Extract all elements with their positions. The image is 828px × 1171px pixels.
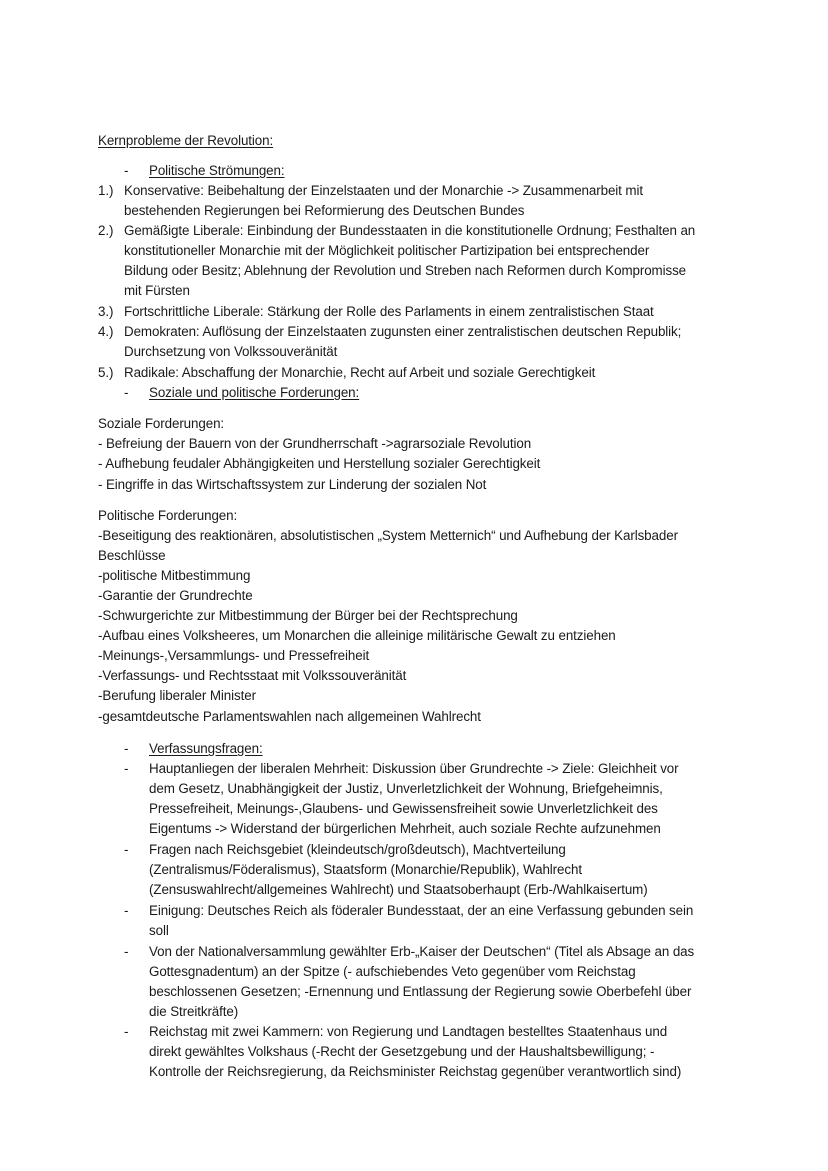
list-item-line: (Zensuswahlrecht/allgemeines Wahlrecht) und Staatsoberhaupt (Erb-/Wahlkaisertum) — [149, 882, 648, 897]
list-item-line: direkt gewähltes Volkshaus (-Recht der Gesetzgebung und der Haushaltsbewilligung; - — [149, 1044, 655, 1059]
list-item: -gesamtdeutsche Parlamentswahlen nach allgemeinen Wahlrecht — [98, 709, 481, 724]
list-item-line: Durchsetzung von Volkssouveränität — [124, 344, 338, 359]
subheading-politische-forderungen: Politische Forderungen: — [98, 508, 238, 523]
list-number: 1.) — [98, 183, 114, 198]
list-item-line: Hauptanliegen der liberalen Mehrheit: Diskussion über Grundrechte -> Ziele: Gleichheit vor — [149, 761, 679, 776]
list-item-line: beschlossenen Gesetzen; -Ernennung und Entlassung der Regierung sowie Oberbefehl über — [149, 984, 692, 999]
list-item-line: dem Gesetz, Unabhängigkeit der Justiz, Unverletzlichkeit der Wohnung, Briefgeheimnis, — [149, 781, 663, 796]
list-item-line: (Zentralismus/Föderalismus), Staatsform (Monarchie/Republik), Wahlrecht — [149, 862, 582, 877]
list-number: 5.) — [98, 365, 114, 380]
section-heading-verfassungsfragen: Verfassungsfragen: — [149, 741, 263, 756]
list-item-line: Pressefreiheit, Meinungs-,Glaubens- und Gewissensfreiheit sowie Unverletzlichkeit des — [149, 801, 658, 816]
section-heading-forderungen: Soziale und politische Forderungen: — [149, 385, 360, 400]
list-item-line: Fortschrittliche Liberale: Stärkung der Rolle des Parlaments in einem zentralistischen Staat — [124, 304, 654, 319]
list-item-line: Fragen nach Reichsgebiet (kleindeutsch/großdeutsch), Machtverteilung — [149, 842, 566, 857]
list-item: -Aufbau eines Volksheeres, um Monarchen die alleinige militärische Gewalt zu entziehen — [98, 628, 616, 643]
list-item-line: die Streitkräfte) — [149, 1004, 239, 1019]
page-title: Kernprobleme der Revolution: — [98, 133, 274, 148]
list-number: 3.) — [98, 304, 114, 319]
list-item: - Eingriffe in das Wirtschaftssystem zur Linderung der sozialen Not — [98, 477, 487, 492]
list-bullet: - — [124, 903, 129, 918]
list-item-line: Gemäßigte Liberale: Einbindung der Bundesstaaten in die konstitutionelle Ordnung; Festhalten an — [124, 223, 696, 238]
list-item: - Aufhebung feudaler Abhängigkeiten und Herstellung sozialer Gerechtigkeit — [98, 456, 541, 471]
list-item-line: Gottesgnadentum) an der Spitze (- aufschiebendes Veto gegenüber vom Reichstag — [149, 964, 636, 979]
subheading-soziale-forderungen: Soziale Forderungen: — [98, 416, 225, 431]
list-item-line: Einigung: Deutsches Reich als föderaler Bundesstaat, der an eine Verfassung gebunden sein — [149, 903, 694, 918]
list-bullet: - — [124, 944, 129, 959]
list-item-line: Reichstag mit zwei Kammern: von Regierung und Landtagen bestelltes Staatenhaus und — [149, 1024, 668, 1039]
list-item: -Schwurgerichte zur Mitbestimmung der Bürger bei der Rechtsprechung — [98, 608, 518, 623]
list-item-line: bestehenden Regierungen bei Reformierung des Deutschen Bundes — [124, 203, 525, 218]
list-item: -Berufung liberaler Minister — [98, 688, 256, 703]
list-item: -Garantie der Grundrechte — [98, 588, 253, 603]
list-item-line: Eigentums -> Widerstand der bürgerlichen Mehrheit, auch soziale Rechte aufzunehmen — [149, 821, 661, 836]
list-bullet: - — [124, 842, 129, 857]
list-item: - Befreiung der Bauern von der Grundherrschaft ->agrarsoziale Revolution — [98, 436, 532, 451]
section-heading-stroemungen: Politische Strömungen: — [149, 163, 285, 178]
list-item-line: Bildung oder Besitz; Ablehnung der Revolution und Streben nach Reformen durch Kompromisse — [124, 263, 687, 278]
list-bullet: - — [124, 1024, 129, 1039]
list-number: 2.) — [98, 223, 114, 238]
list-item-line: Demokraten: Auflösung der Einzelstaaten zugunsten einer zentralistischen deutschen Republik; — [124, 324, 682, 339]
list-item-line: konstitutioneller Monarchie mit der Möglichkeit politischer Partizipation bei entsprechender — [124, 243, 650, 258]
list-item-line: mit Fürsten — [124, 283, 190, 298]
list-item-line: Radikale: Abschaffung der Monarchie, Recht auf Arbeit und soziale Gerechtigkeit — [124, 365, 596, 380]
list-item-line: Von der Nationalversammlung gewählter Erb-„Kaiser der Deutschen“ (Titel als Absage an das — [149, 944, 695, 959]
list-item: -Meinungs-,Versammlungs- und Pressefreiheit — [98, 648, 370, 663]
list-item: Beschlüsse — [98, 548, 166, 563]
list-item: -Beseitigung des reaktionären, absolutistischen „System Metternich“ und Aufhebung der Karlsbader — [98, 528, 678, 543]
list-item-line: Kontrolle der Reichsregierung, da Reichsminister Reichstag gegenüber verantwortlich sind) — [149, 1064, 682, 1079]
list-item: -Verfassungs- und Rechtsstaat mit Volkssouveränität — [98, 668, 407, 683]
list-number: 4.) — [98, 324, 114, 339]
list-item-line: soll — [149, 923, 169, 938]
list-item-line: Konservative: Beibehaltung der Einzelstaaten und der Monarchie -> Zusammenarbeit mit — [124, 183, 643, 198]
list-bullet: - — [124, 761, 129, 776]
section-bullet: - — [124, 741, 129, 756]
section-bullet: - — [124, 163, 129, 178]
list-item: -politische Mitbestimmung — [98, 568, 251, 583]
section-bullet: - — [124, 385, 129, 400]
